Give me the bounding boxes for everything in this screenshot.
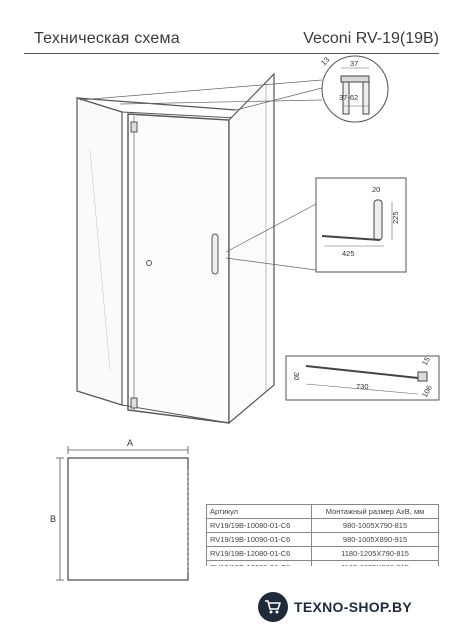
dim-20-label: 20 <box>372 185 381 194</box>
table-row <box>207 547 439 561</box>
size-cell: 1180-1205X790-815 <box>312 547 439 561</box>
bar-detail <box>286 356 439 400</box>
dim-37-label: 37 <box>350 59 359 68</box>
brand-name: TEXNO-SHOP.BY <box>294 599 412 615</box>
article-cell: RV19/19B-12080-01-C6 <box>207 547 312 561</box>
spec-table <box>206 504 439 575</box>
table-row <box>207 533 439 547</box>
door-knob <box>147 261 152 266</box>
hinge-top <box>131 122 137 132</box>
plan-label-b: B <box>50 514 57 524</box>
dim-730-label: 730 <box>356 382 369 391</box>
sheet-title: Техническая схема <box>34 30 180 47</box>
size-cell: 980-1005X790-815 <box>312 519 439 533</box>
dim-15-label: 15 <box>419 355 432 367</box>
cart-icon <box>258 592 288 622</box>
brand-logo[interactable] <box>258 591 412 623</box>
dim-30-label: 30 <box>292 372 301 381</box>
table-row <box>207 519 439 533</box>
dim-37-62-label: 37-62 <box>339 93 359 102</box>
spec-table-header <box>207 505 439 519</box>
hinge-bottom <box>131 398 137 408</box>
size-cell: 980-1005X890-915 <box>312 533 439 547</box>
door-handle <box>212 234 218 274</box>
table-crop-mask <box>200 566 446 578</box>
profile-glass-right <box>363 82 369 114</box>
plan-outline <box>68 458 188 580</box>
dim-106-label: 106 <box>419 383 434 399</box>
plan-view <box>56 446 188 580</box>
enclosure-3d <box>77 74 274 423</box>
plan-label-a: A <box>127 438 134 448</box>
profile-section <box>341 76 369 82</box>
model-name: Veconi RV-19(19B) <box>303 30 439 47</box>
header-size: Монтажный размер АхВ, мм <box>312 505 439 519</box>
header-article: Артикул <box>207 505 312 519</box>
article-cell: RV19/19B-10080-01-C6 <box>207 519 312 533</box>
article-cell: RV19/19B-10090-01-C6 <box>207 533 312 547</box>
dim-425-label: 425 <box>342 249 355 258</box>
leader-lines-top <box>80 80 322 110</box>
dim-225-label: 225 <box>391 211 400 224</box>
dim-13-label: 13 <box>319 55 332 68</box>
side-glass-panel <box>229 74 274 423</box>
handle-bar-vertical <box>374 200 382 240</box>
